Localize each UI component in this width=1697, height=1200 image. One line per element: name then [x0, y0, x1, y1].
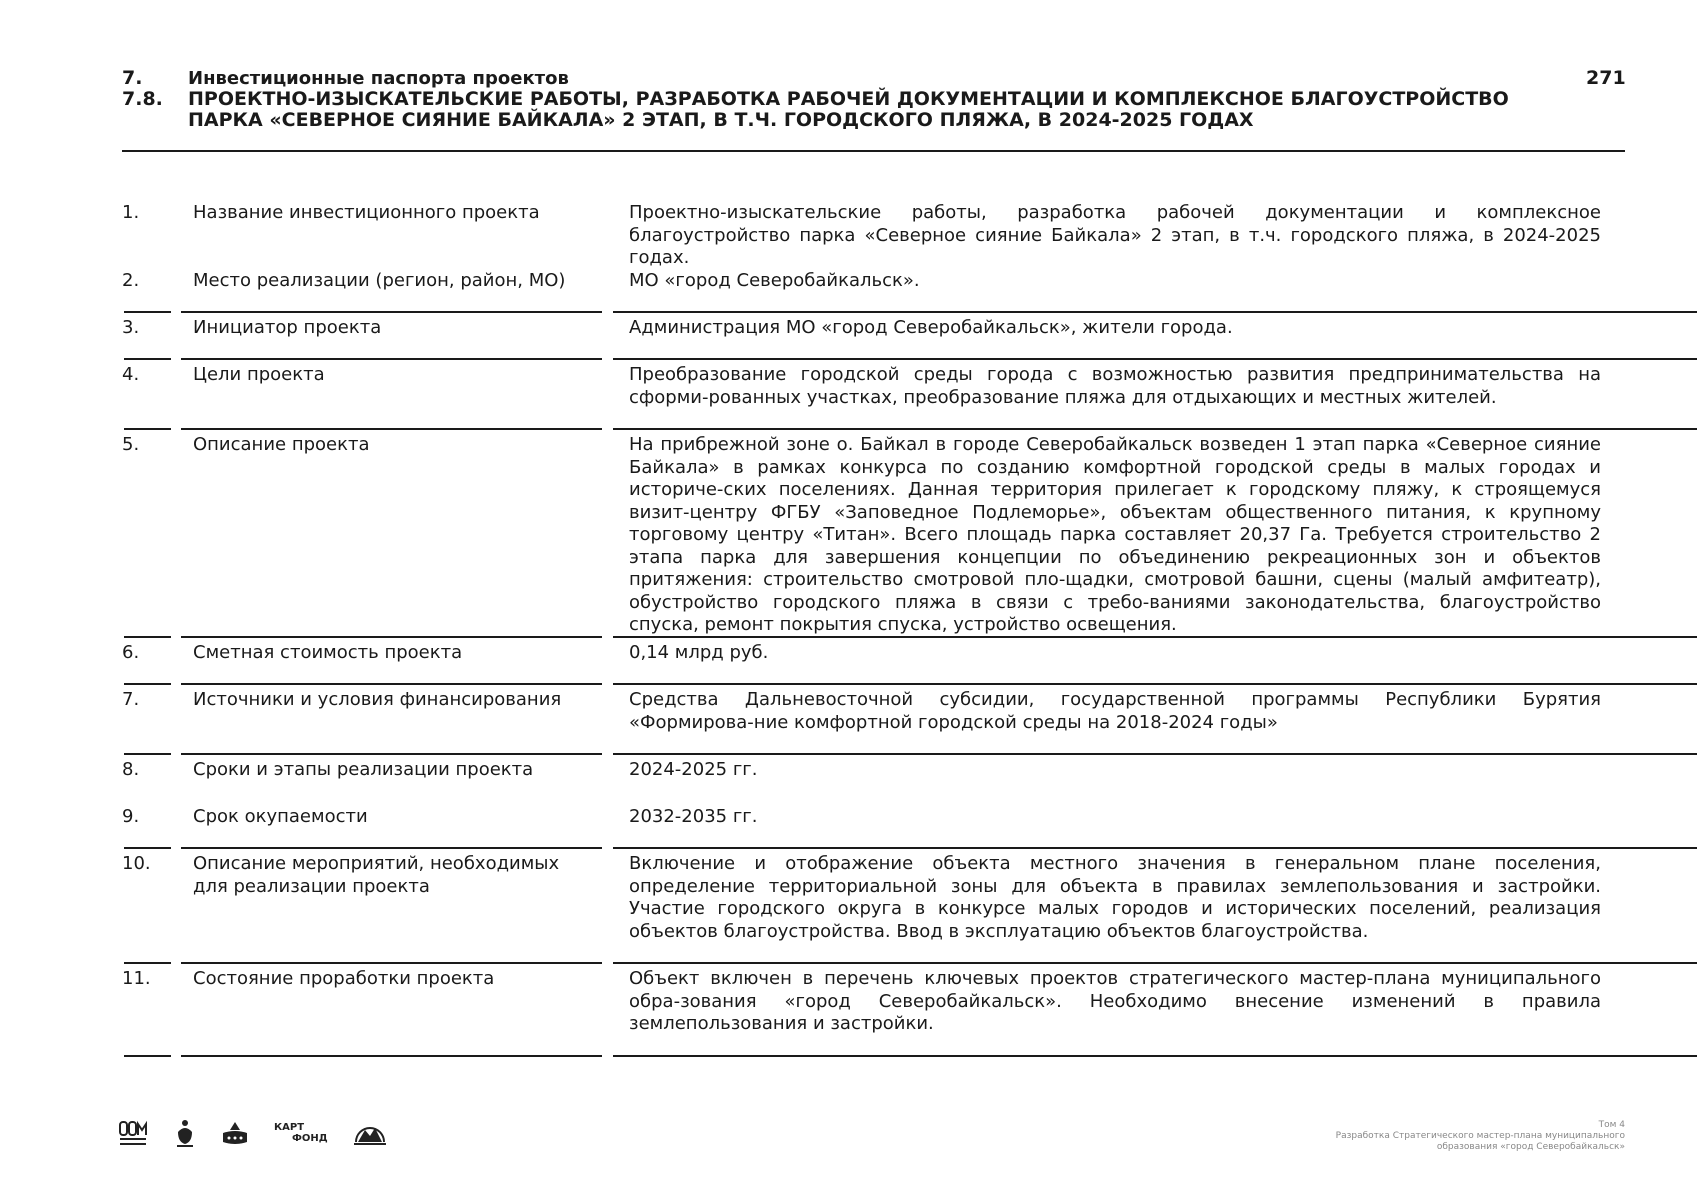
row-divider	[181, 311, 602, 313]
table-row	[122, 317, 1602, 364]
row-divider	[181, 962, 602, 964]
row-divider	[613, 753, 1697, 755]
row-value: На прибрежной зоне о. Байкал в городе Северобайкальск возведен 1 этап парка «Северное сияние Байкала» в рамках конкурса по созданию комфортной городской среды в малых городах и историче-ских поселениях. Данная территория прилегает к городскому пляжу, к строящемуся визит-центру ФГБУ «Заповедное Подлеморье», объектам общественного питания, к крупному торговому центру «Титан». Всего площадь парка составляет 20,37 Га. Требуется строительство 2 этапа парка для завершения концепции по объединению рекреационных зон и объектов притяжения: строительство смотровой пло-щадки, смотровой башни, сцены (малый амфитеатр), обустройство городского пляжа в связи с требо-ваниями законодательства, благоустройство спуска, ремонт покрытия спуска, устройство освещения.	[629, 434, 1601, 635]
row-divider	[124, 311, 171, 313]
kart-fond-wordmark	[274, 1122, 328, 1144]
row-label: Цели проекта	[193, 364, 325, 385]
row-number: 3.	[122, 317, 140, 338]
row-number: 10.	[122, 853, 151, 874]
row-label: Сметная стоимость проекта	[193, 642, 463, 663]
row-value: МО «город Северобайкальск».	[629, 270, 920, 291]
section-number: 7.	[122, 67, 143, 89]
row-value: Проектно-изыскательские работы, разработка рабочей документации и комплексное благоустройство парка «Северное сияние Байкала» 2 этап, в т.ч. городского пляжа, в 2024-2025 годах.	[629, 202, 1601, 268]
table-row	[122, 270, 1602, 317]
fond-text: ФОНД	[292, 1133, 328, 1144]
mountains-logo	[352, 1118, 388, 1148]
row-label: Источники и условия финансирования	[193, 689, 562, 710]
table-row	[122, 968, 1602, 1062]
row-number: 5.	[122, 434, 140, 455]
row-number: 1.	[122, 202, 140, 223]
agency-logo	[118, 1118, 150, 1148]
footer-note-line: Разработка Стратегического мастер-плана муниципального	[1335, 1131, 1625, 1141]
row-label: Описание мероприятий, необходимых для реализации проекта	[193, 853, 560, 897]
table-row	[122, 759, 1602, 806]
row-value: 2032-2035 гг.	[629, 806, 758, 827]
footer-logos	[118, 1118, 412, 1148]
table-row	[122, 806, 1602, 853]
row-divider	[613, 636, 1697, 638]
row-label: Инициатор проекта	[193, 317, 382, 338]
footer-note	[1230, 1120, 1625, 1153]
city-emblem-logo	[220, 1118, 250, 1148]
row-divider	[613, 428, 1697, 430]
row-label: Состояние проработки проекта	[193, 968, 495, 989]
mountains-icon	[352, 1118, 388, 1148]
kart-text: КАРТ	[274, 1122, 305, 1133]
row-number: 8.	[122, 759, 140, 780]
row-divider	[181, 636, 602, 638]
row-divider	[613, 847, 1697, 849]
row-divider	[613, 311, 1697, 313]
row-divider	[124, 428, 171, 430]
row-value: 0,14 млрд руб.	[629, 642, 769, 663]
row-label: Сроки и этапы реализации проекта	[193, 759, 534, 780]
row-divider	[181, 358, 602, 360]
footer-note-line: образования «город Северобайкальск»	[1436, 1142, 1625, 1152]
subsection-title: ПРОЕКТНО-ИЗЫСКАТЕЛЬСКИЕ РАБОТЫ, РАЗРАБОТКА РАБОЧЕЙ ДОКУМЕНТАЦИИ И КОМПЛЕКСНОЕ БЛАГОУСТРОЙСТВО ПАРКА «СЕВЕРНОЕ СИЯНИЕ БАЙКАЛА» 2 ЭТАП, В Т.Ч. ГОРОДСКОГО ПЛЯЖА, В 2024-2025 ГОДАХ	[188, 88, 1509, 131]
row-divider	[181, 683, 602, 685]
row-number: 7.	[122, 689, 140, 710]
row-number: 4.	[122, 364, 140, 385]
section-title: Инвестиционные паспорта проектов	[188, 68, 569, 89]
row-divider	[124, 962, 171, 964]
investment-passport-table	[122, 202, 1602, 1062]
row-label: Название инвестиционного проекта	[193, 202, 540, 223]
kart-fond-logo	[274, 1122, 328, 1144]
table-row	[122, 434, 1602, 642]
row-divider	[181, 847, 602, 849]
row-value: Преобразование городской среды города с возможностью развития предпринимательства на сформи-рованных участках, преобразование пляжа для отдыхающих и местных жителей.	[629, 364, 1601, 408]
table-row	[122, 364, 1602, 434]
row-value: Администрация МО «город Северобайкальск», жители города.	[629, 317, 1233, 338]
page-number: 271	[1586, 67, 1626, 89]
row-number: 6.	[122, 642, 140, 663]
row-divider	[181, 753, 602, 755]
row-divider	[124, 753, 171, 755]
table-row	[122, 689, 1602, 759]
row-value: Объект включен в перечень ключевых проектов стратегического мастер-плана муниципального обра-зования «город Северобайкальск». Необходимо внесение изменений в правила землепользования и застройки.	[629, 968, 1601, 1034]
row-divider	[181, 428, 602, 430]
region-emblem-icon	[174, 1118, 196, 1148]
table-row	[122, 202, 1602, 270]
section-heading	[122, 68, 1622, 89]
row-number: 9.	[122, 806, 140, 827]
row-number: 2.	[122, 270, 140, 291]
row-divider	[124, 847, 171, 849]
city-emblem-icon	[220, 1118, 250, 1148]
footer-note-volume: Том 4	[1598, 1120, 1625, 1130]
row-divider	[124, 683, 171, 685]
row-divider	[613, 358, 1697, 360]
row-value: 2024-2025 гг.	[629, 759, 758, 780]
table-row	[122, 642, 1602, 689]
row-divider	[124, 636, 171, 638]
row-divider	[613, 962, 1697, 964]
agency-logo-icon	[118, 1118, 150, 1148]
row-number: 11.	[122, 968, 151, 989]
row-divider	[124, 358, 171, 360]
row-label: Описание проекта	[193, 434, 370, 455]
row-divider	[124, 1055, 171, 1057]
row-divider	[613, 683, 1697, 685]
row-divider	[613, 1055, 1697, 1057]
row-value: Средства Дальневосточной субсидии, государственной программы Республики Бурятия «Формирова-ние комфортной городской среды на 2018-2024 годы»	[629, 689, 1601, 733]
subsection-heading	[122, 89, 1622, 131]
row-value: Включение и отображение объекта местного значения в генеральном плане поселения, определение территориальной зоны для объекта в правилах землепользования и застройки. Участие городского округа в конкурсе малых городов и исторических поселений, реализация объектов благоустройства. Ввод в эксплуатацию объектов благоустройства.	[629, 853, 1601, 942]
header-block	[122, 68, 1622, 131]
region-emblem-logo	[174, 1118, 196, 1148]
header-divider	[122, 150, 1625, 152]
subsection-number: 7.8.	[122, 88, 163, 110]
table-row	[122, 853, 1602, 968]
row-label: Место реализации (регион, район, МО)	[193, 270, 566, 291]
row-label: Срок окупаемости	[193, 806, 368, 827]
row-divider	[181, 1055, 602, 1057]
